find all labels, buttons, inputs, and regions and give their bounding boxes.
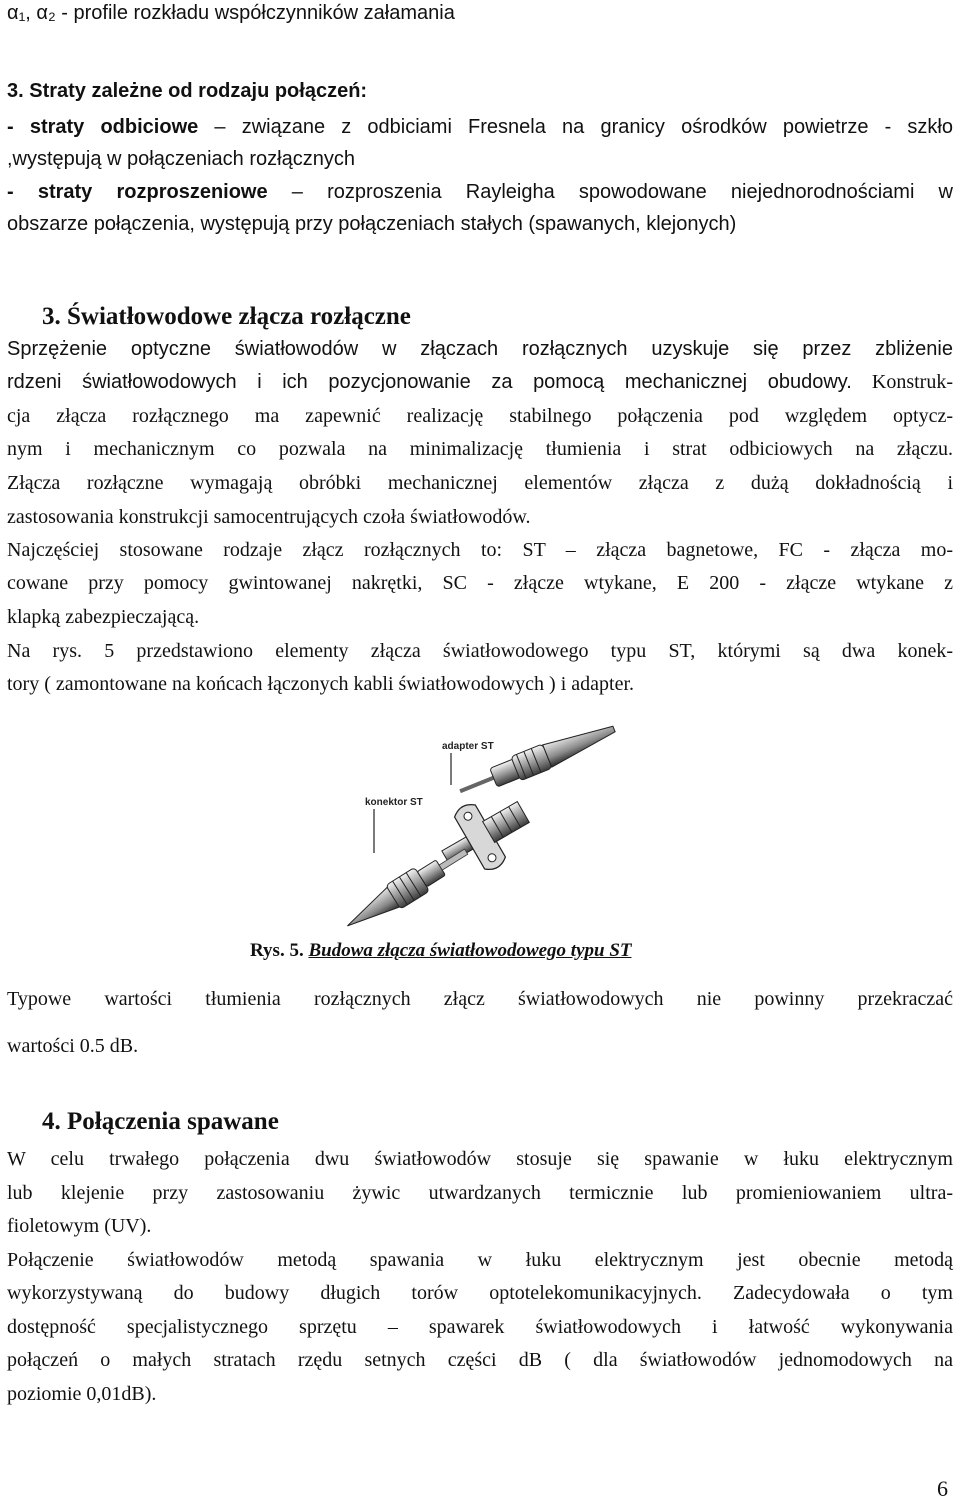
scatter-losses-line2: obszarze połączenia, występują przy połączeniach stałych (spawanych, klejonych) <box>7 213 737 235</box>
typical-values-line1: Typowe wartości tłumienia rozłącznych złącz światłowodowych nie powinny przekraczać <box>7 988 953 1010</box>
connectors-p2-line1: Złącza rozłączne wymagają obróbki mechanicznej elementów złącza z dużą dokładnością i <box>7 472 953 494</box>
reflection-losses-term: - straty odbiciowe <box>7 116 199 138</box>
connectors-p3-line2: cowane przy pomocy gwintowanej nakrętki, SC - złącze wtykane, E 200 - złącze wtykane z <box>7 572 953 594</box>
splicing-p2-line1: Połączenie światłowodów metodą spawania w łuku elektrycznym jest obecnie metodą <box>7 1249 953 1271</box>
scatter-losses-desc: – rozproszenia Rayleigha spowodowane niejednorodnościami w <box>267 181 953 203</box>
reflection-losses-line2: ,występują w połączeniach rozłącznych <box>7 148 355 170</box>
connectors-p1-line2 <box>7 371 953 394</box>
page-number: 6 <box>937 1476 948 1501</box>
splicing-p2-line4: połączeń o małych stratach rzędu setnych części dB ( dla światłowodów jednomodowych na <box>7 1349 953 1371</box>
splicing-p1-line2: lub klejenie przy zastosowaniu żywic utwardzanych termicznie lub promieniowaniem ultra- <box>7 1182 953 1204</box>
connectors-p4-line2: tory ( zamontowane na końcach łączonych kabli światłowodowych ) i adapter. <box>7 673 635 695</box>
connectors-p3-line1: Najczęściej stosowane rodzaje złącz rozłącznych to: ST – złącza bagnetowe, FC - złącza mo- <box>7 539 953 561</box>
connectors-heading: 3. Światłowodowe złącza rozłączne <box>42 303 411 330</box>
connectors-p1-line1: Sprzężenie optyczne światłowodów w złączach rozłącznych uzyskuje się przez zbliżenie <box>7 338 953 360</box>
connectors-p1-line2-tail: Konstruk- <box>851 371 953 393</box>
splicing-p2-line3: dostępność specjalistycznego sprzętu – spawarek światłowodowych i łatwość wykonywania <box>7 1316 953 1338</box>
figure-caption <box>250 940 632 962</box>
losses-heading: 3. Straty zależne od rodzaju połączeń: <box>7 80 368 102</box>
splicing-p1-line1: W celu trwałego połączenia dwu światłowodów stosuje się spawanie w łuku elektrycznym <box>7 1148 953 1170</box>
st-connector-figure <box>330 725 650 930</box>
typical-values-line2: wartości 0.5 dB. <box>7 1035 139 1057</box>
figure-caption-title: Budowa złącza światłowodowego typu ST <box>308 940 632 961</box>
scatter-losses-term: - straty rozproszeniowe <box>7 181 268 203</box>
connectors-p3-line3: klapką zabezpieczającą. <box>7 606 200 628</box>
splicing-p1-line3: fioletowym (UV). <box>7 1215 152 1237</box>
connectors-p1-line2-text: rdzeni światłowodowych i ich pozycjonowanie za pomocą mechanicznej obudowy. <box>7 371 852 393</box>
connectors-p1-line3: cja złącza rozłącznego ma zapewnić realizację stabilnego połączenia pod względem optycz- <box>7 405 953 427</box>
splicing-p2-line2: wykorzystywaną do budowy długich torów optotelekomunikacyjnych. Zadecydowała o tym <box>7 1282 953 1304</box>
connectors-p2-line2: zastosowania konstrukcji samocentrujących czoła światłowodów. <box>7 506 531 528</box>
adapter-body <box>428 782 541 888</box>
splicing-p2-line5: poziomie 0,01dB). <box>7 1383 157 1405</box>
connectors-p4-line1: Na rys. 5 przedstawiono elementy złącza światłowodowego typu ST, którymi są dwa konek- <box>7 640 953 662</box>
reflection-losses-desc: – związane z odbiciami Fresnela na granicy ośrodków powietrze - szkło <box>198 116 953 138</box>
figure-caption-prefix: Rys. 5. <box>250 940 304 961</box>
adapter-label: adapter ST <box>442 741 494 752</box>
reflection-losses-line1 <box>7 116 953 139</box>
upper-connector <box>455 725 619 803</box>
profile-note: α₁, α₂ - profile rozkładu współczynników załamania <box>7 2 455 24</box>
splicing-heading: 4. Połączenia spawane <box>42 1108 279 1135</box>
connectors-p1-line4: nym i mechanicznym co pozwala na minimalizację tłumienia i strat odbiciowych na złączu. <box>7 438 953 460</box>
connector-label: konektor ST <box>365 797 423 808</box>
scatter-losses-line1 <box>7 181 953 204</box>
